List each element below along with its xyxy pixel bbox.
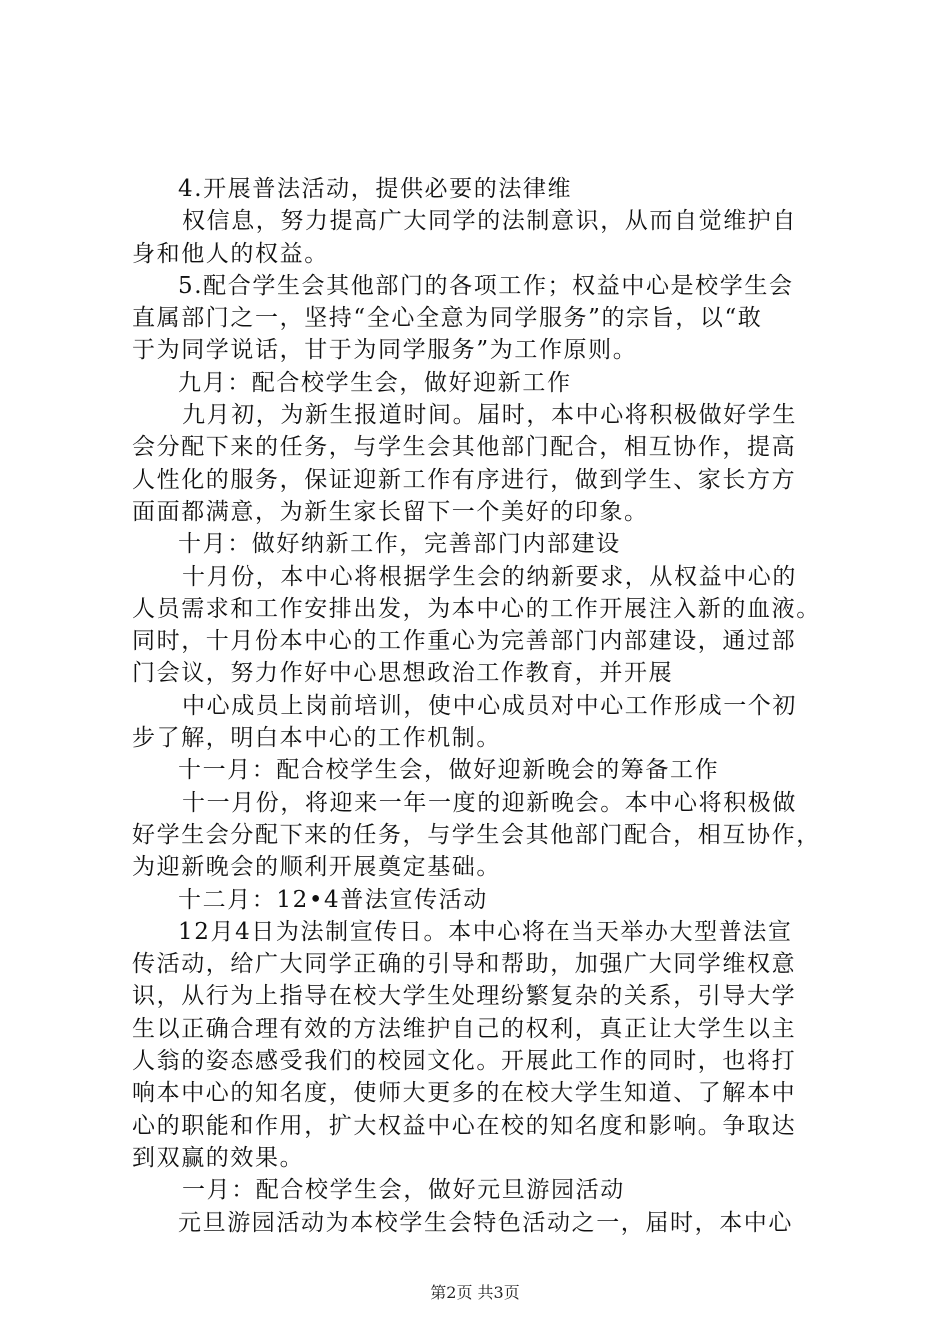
text-line: 面面都满意，为新生家长留下一个美好的印象。 [132, 498, 649, 525]
text-line: 好学生会分配下来的任务，与学生会其他部门配合，相互协作， [132, 821, 821, 848]
text-line: 人性化的服务，保证迎新工作有序进行，做到学生、家长方方 [132, 466, 797, 493]
text-line: 人翁的姿态感受我们的校园文化。开展此工作的同时，也将打 [132, 1048, 797, 1075]
document-body [132, 173, 842, 1239]
text-line: 十一月份，将迎来一年一度的迎新晚会。本中心将积极做 [182, 789, 797, 816]
text-line: 权信息，努力提高广大同学的法制意识，从而自觉维护自 [182, 208, 797, 235]
text-line: 十二月：12•4普法宣传活动 [178, 886, 488, 913]
text-line: 到双赢的效果。 [132, 1144, 305, 1171]
page-footer: 第2页 共3页 [430, 1283, 520, 1302]
text-line: 元旦游园活动为本校学生会特色活动之一，届时，本中心 [178, 1209, 793, 1236]
text-line: 步了解，明白本中心的工作机制。 [132, 725, 501, 752]
text-line: 十月份，本中心将根据学生会的纳新要求，从权益中心的 [182, 563, 797, 590]
text-line: 中心成员上岗前培训，使中心成员对中心工作形成一个初 [182, 692, 797, 719]
text-line: 九月：配合校学生会，做好迎新工作 [178, 369, 572, 396]
text-line: 身和他人的权益。 [132, 240, 329, 267]
text-line: 识，从行为上指导在校大学生处理纷繁复杂的关系，引导大学 [132, 983, 797, 1010]
text-line: 十一月：配合校学生会，做好迎新晚会的筹备工作 [178, 757, 720, 784]
text-line: 直属部门之一，坚持“全心全意为同学服务”的宗旨，以“敢 [132, 305, 763, 332]
text-line: 心的职能和作用，扩大权益中心在校的知名度和影响。争取达 [132, 1112, 797, 1139]
text-line: 12月4日为法制宣传日。本中心将在当天举办大型普法宣 [178, 918, 793, 945]
text-line: 同时，十月份本中心的工作重心为完善部门内部建设，通过部 [132, 628, 797, 655]
text-line: 响本中心的知名度，使师大更多的在校大学生知道、了解本中 [132, 1080, 797, 1107]
text-line: 人员需求和工作安排出发，为本中心的工作开展注入新的血液。 [132, 595, 821, 622]
text-line: 会分配下来的任务，与学生会其他部门配合，相互协作，提高 [132, 434, 797, 461]
text-line: 4.开展普法活动，提供必要的法律维 [178, 176, 573, 202]
text-line: 于为同学说话，甘于为同学服务”为工作原则。 [132, 337, 638, 364]
text-line: 5.配合学生会其他部门的各项工作；权益中心是校学生会 [178, 272, 794, 299]
text-line: 九月初，为新生报道时间。届时，本中心将积极做好学生 [182, 402, 797, 429]
text-line: 门会议，努力作好中心思想政治工作教育，并开展 [132, 660, 674, 687]
text-line: 一月：配合校学生会，做好元旦游园活动 [182, 1177, 625, 1204]
text-line: 为迎新晚会的顺利开展奠定基础。 [132, 854, 501, 881]
text-line: 传活动，给广大同学正确的引导和帮助，加强广大同学维权意 [132, 951, 797, 978]
text-line: 生以正确合理有效的方法维护自己的权利，真正让大学生以主 [132, 1015, 797, 1042]
text-line: 十月：做好纳新工作，完善部门内部建设 [178, 531, 621, 558]
